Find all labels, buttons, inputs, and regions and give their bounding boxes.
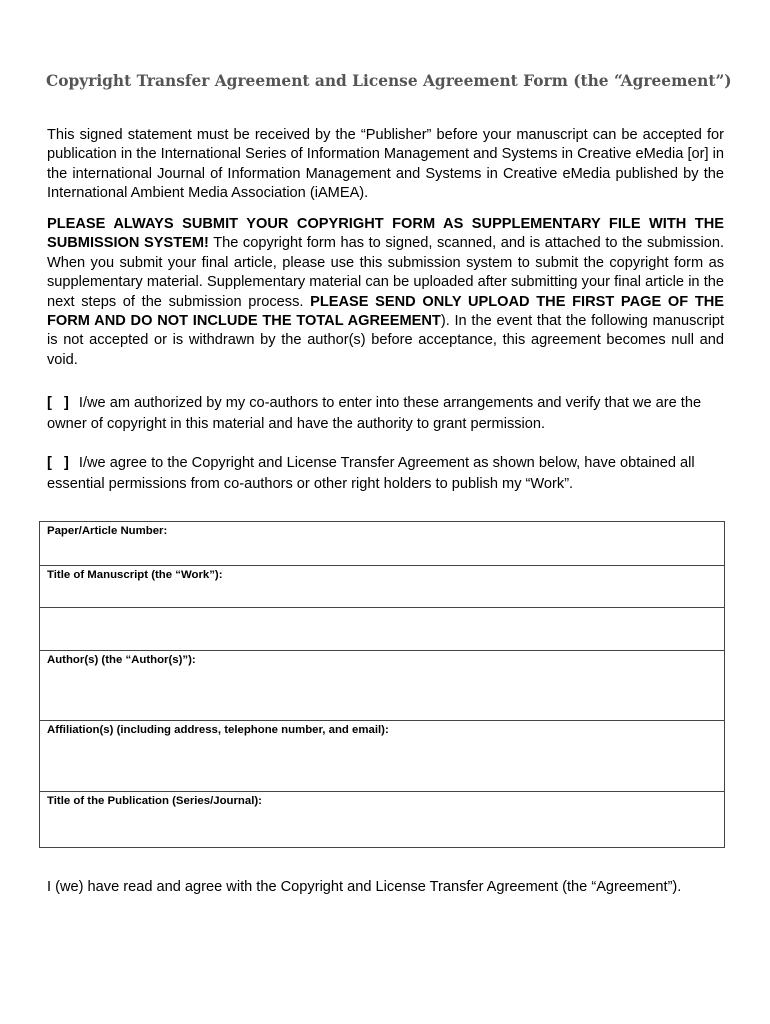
authorization-checkbox-label: I/we am authorized by my co-authors to enter into these arrangements and verify that we are the owner of copyright in this material and have the authority to grant permission.	[47, 395, 702, 432]
manuscript-title-label: Title of Manuscript (the “Work”):	[47, 569, 223, 581]
affiliations-field[interactable]	[40, 721, 724, 792]
publication-title-label: Title of the Publication (Series/Journal):	[47, 795, 262, 807]
paper-number-label: Paper/Article Number:	[47, 525, 168, 537]
authorization-checkbox-item	[47, 393, 737, 435]
submission-details-table	[39, 521, 725, 848]
agreement-statement: I (we) have read and agree with the Copyright and License Transfer Agreement (the “Agreement”).	[47, 879, 682, 895]
instructions-bold-2: PLEASE SEND ONLY UPLOAD THE FIRST PAGE OF THE FORM AND DO NOT INCLUDE THE TOTAL AGREEMENT	[47, 293, 725, 330]
instructions-text-1: The copyright form has to signed, scanned, and is attached to the submission. When you submit your final article, please use this submission system to submit the copyright form as supplementary material. Supplementary material can be uploaded after submitting your final article in the next steps of the submission process.	[47, 235, 725, 310]
publication-title-field[interactable]	[40, 792, 724, 849]
authorization-checkbox[interactable]: [ ]	[47, 395, 69, 411]
agreement-checkbox-item	[47, 453, 737, 495]
agreement-checkbox-label: I/we agree to the Copyright and License Transfer Agreement as shown below, have obtained all essential permissions from co-authors or other right holders to publish my “Work”.	[47, 455, 695, 492]
instructions-paragraph	[47, 215, 724, 370]
instructions-text-2: ). In the event that the following manuscript is not accepted or is withdrawn by the author(s) before acceptance, this agreement becomes null and void.	[47, 313, 725, 368]
manuscript-title-continued-field[interactable]	[40, 608, 724, 651]
authors-label: Author(s) (the “Author(s)”):	[47, 654, 196, 666]
page-title: Copyright Transfer Agreement and License Agreement Form (the “Agreement”)	[46, 72, 732, 90]
paper-number-field[interactable]	[40, 522, 724, 566]
affiliations-label: Affiliation(s) (including address, telephone number, and email):	[47, 724, 389, 736]
manuscript-title-field[interactable]	[40, 566, 724, 608]
intro-paragraph: This signed statement must be received by the “Publisher” before your manuscript can be accepted for publication in the International Series of Information Management and Systems in Creative eMedia [or] in the international Journal of Information Management and Systems in Creative eMedia published by the International Ambient Media Association (iAMEA).	[47, 127, 724, 202]
agreement-checkbox[interactable]: [ ]	[47, 455, 69, 471]
instructions-bold-1: PLEASE ALWAYS SUBMIT YOUR COPYRIGHT FORM AS SUPPLEMENTARY FILE WITH THE SUBMISSION SYSTEM!	[47, 216, 724, 252]
authors-field[interactable]	[40, 651, 724, 721]
